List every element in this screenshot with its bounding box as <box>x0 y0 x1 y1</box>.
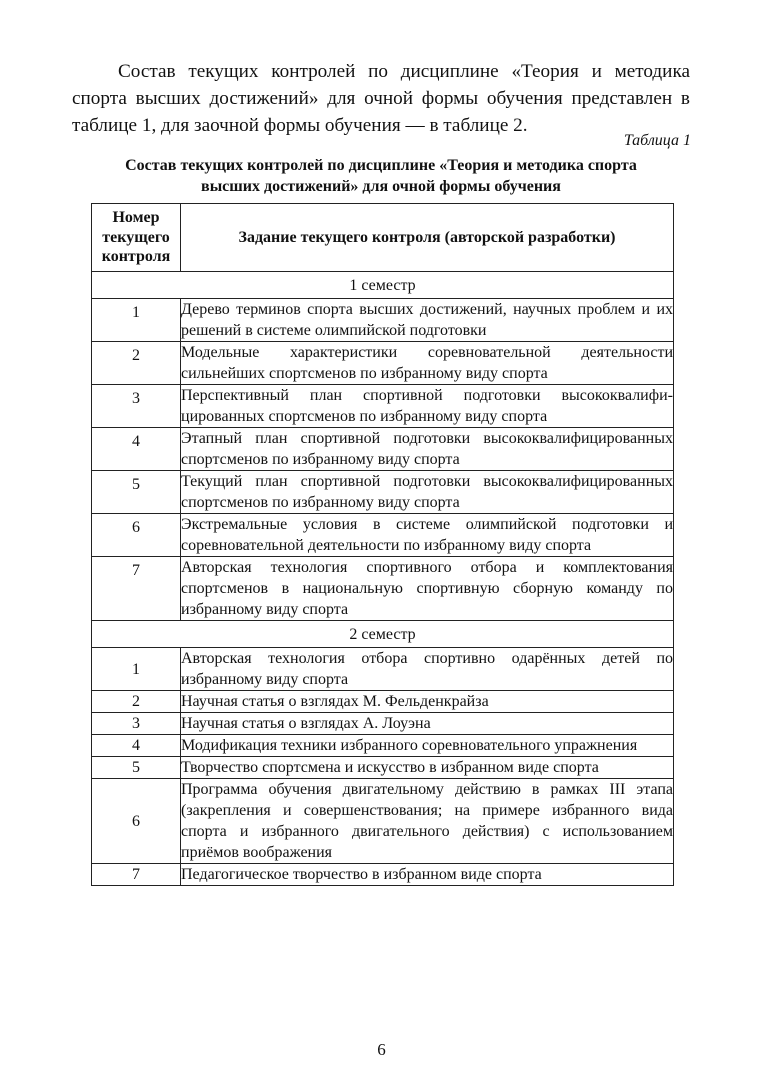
table-row <box>92 557 674 621</box>
row-task: Творчество спортсмена и искусство в избранном виде спорта <box>181 757 674 779</box>
row-number: 7 <box>92 864 181 886</box>
header-control-number <box>92 204 181 272</box>
semester-row <box>92 272 674 299</box>
row-number: 6 <box>92 779 181 864</box>
table-header-row <box>92 204 674 272</box>
table-title <box>72 155 690 197</box>
row-task: Модельные характеристики соревновательной деятельности сильнейших спортсменов по избранному виду спорта <box>181 342 674 385</box>
row-number: 2 <box>92 691 181 713</box>
page-number: 6 <box>377 1040 386 1059</box>
table-row <box>92 299 674 342</box>
table-row <box>92 779 674 864</box>
table-row <box>92 471 674 514</box>
row-number: 3 <box>92 385 181 428</box>
row-task: Педагогическое творчество в избранном виде спорта <box>181 864 674 886</box>
table-label: Таблица 1 <box>623 132 691 149</box>
row-number: 7 <box>92 557 181 621</box>
row-number: 1 <box>92 648 181 691</box>
semester-2-label: 2 семестр <box>92 621 674 648</box>
table-row <box>92 648 674 691</box>
table-title-line1: Состав текущих контролей по дисциплине «Теория и методика спорта <box>125 157 637 174</box>
row-task: Модификация техники избранного соревновательного упражнения <box>181 735 674 757</box>
header-number-line1: Номер <box>112 209 160 227</box>
controls-table <box>91 203 674 886</box>
row-task: Научная статья о взглядах А. Лоуэна <box>181 713 674 735</box>
header-control-task: Задание текущего контроля (авторской разработки) <box>181 204 674 272</box>
table-row <box>92 691 674 713</box>
row-task: Экстремальные условия в системе олимпийской подготовки и соревновательной деятельности по избранному виду спорта <box>181 514 674 557</box>
row-number: 5 <box>92 471 181 514</box>
row-task: Текущий план спортивной подготовки высококвалифицированных спортсменов по избранному виду спорта <box>181 471 674 514</box>
table-row <box>92 757 674 779</box>
semester-row <box>92 621 674 648</box>
table-row <box>92 514 674 557</box>
table-row <box>92 713 674 735</box>
row-number: 3 <box>92 713 181 735</box>
table-row <box>92 342 674 385</box>
row-number: 4 <box>92 428 181 471</box>
row-task: Программа обучения двигательному действию в рамках III этапа (закрепления и совершенствования; на примере избранного вида спорта и избранного двигательного действия) с использованием приёмов воображения <box>181 779 674 864</box>
row-task: Научная статья о взглядах М. Фельденкрайза <box>181 691 674 713</box>
row-number: 1 <box>92 299 181 342</box>
table-title-line2: высших достижений» для очной формы обучения <box>201 178 561 195</box>
row-task: Авторская технология спортивного отбора и комплектования спортсменов в национальную спортивную сборную команду по избранному виду спорта <box>181 557 674 621</box>
row-task: Авторская технология отбора спортивно одарённых детей по избранному виду спорта <box>181 648 674 691</box>
row-task: Этапный план спортивной подготовки высококвалифицированных спортсменов по избранному виду спорта <box>181 428 674 471</box>
row-number: 2 <box>92 342 181 385</box>
intro-paragraph: Состав текущих контролей по дисциплине «Теория и методика спорта высших достижений» для очной формы обучения представлен в таблице 1, для заочной формы обучения — в таблице 2. <box>72 61 690 136</box>
row-number: 5 <box>92 757 181 779</box>
row-task: Перспективный план спортивной подготовки высококвалифицированных спортсменов по избранному виду спорта <box>181 385 674 428</box>
semester-1-label: 1 семестр <box>92 272 674 299</box>
table-row <box>92 864 674 886</box>
header-number-line2: текущего <box>102 228 170 246</box>
table-row <box>92 735 674 757</box>
row-task: Дерево терминов спорта высших достижений, научных проблем и их решений в системе олимпийской подготовки <box>181 299 674 342</box>
row-number: 4 <box>92 735 181 757</box>
table-row <box>92 428 674 471</box>
table-row <box>92 385 674 428</box>
row-number: 6 <box>92 514 181 557</box>
header-number-line3: контроля <box>101 248 171 266</box>
